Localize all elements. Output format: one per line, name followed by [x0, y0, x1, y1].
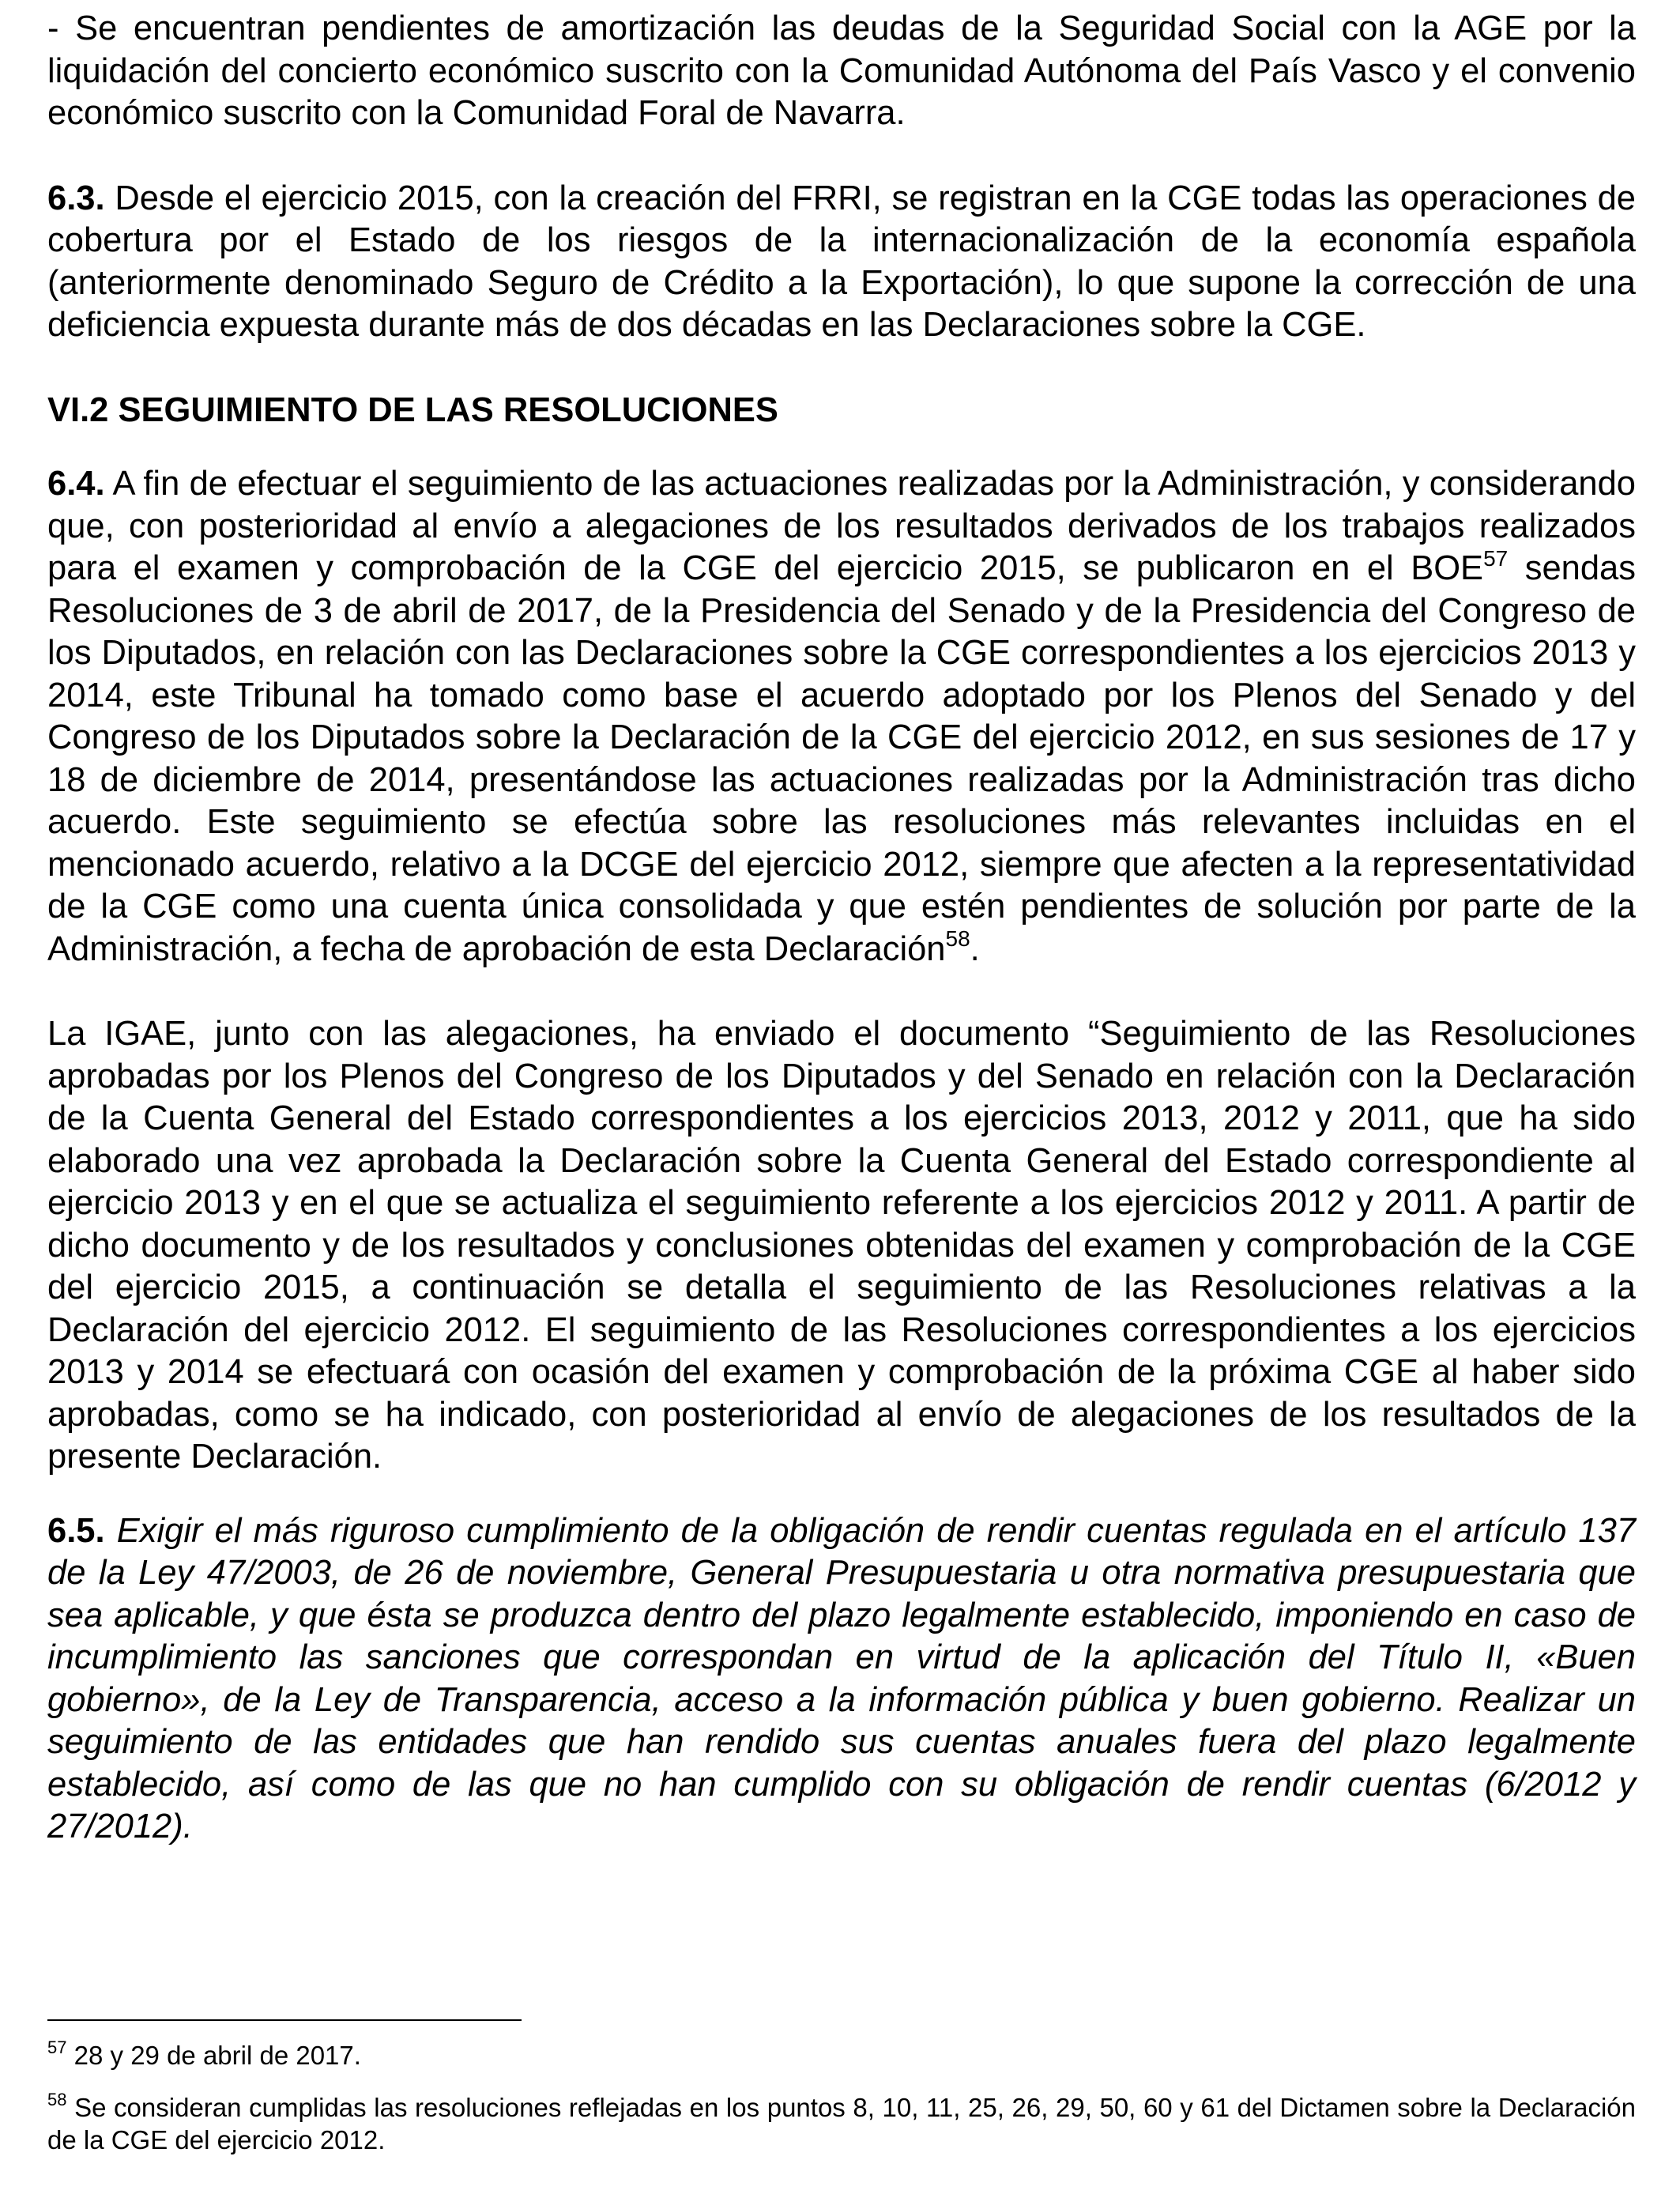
footnote-ref[interactable]: 57 [1483, 545, 1509, 571]
paragraph-text: Exigir el más riguroso cumplimiento de la obligación de rendir cuentas regulada en el artículo 137 de la Ley 47/2003, de 26 de noviembre, General Presupuestaria u otra normativa presupuestaria que sea aplicable, y que ésta se produzca dentro del plazo legalmente establecido, imponiendo en caso de incumplimiento las sanciones que correspondan en virtud de la aplicación del Título II, «Buen gobierno», de la Ley de Transparencia, acceso a la información pública y buen gobierno. Realizar un seguimiento de las entidades que han rendido sus cuentas anuales fuera del plazo legalmente establecido, así como de las que no han cumplido con su obligación de rendir cuentas (6/2012 y 27/2012). [47, 1511, 1636, 1845]
paragraph-number: 6.5. [47, 1511, 105, 1550]
paragraph-6-3 [47, 178, 1636, 347]
section-heading: VI.2 SEGUIMIENTO DE LAS RESOLUCIONES [47, 390, 778, 429]
footnote-58 [47, 2091, 1636, 2156]
igae-paragraph: La IGAE, junto con las alegaciones, ha enviado el documento “Seguimiento de las Resoluciones aprobadas por los Plenos del Congreso de los Diputados y del Senado en relación con la Declaración de la Cuenta General del Estado correspondientes a los ejercicios 2013, 2012 y 2011, que ha sido elaborado una vez aprobada la Declaración sobre la Cuenta General del Estado correspondiente al ejercicio 2013 y en el que se actualiza el seguimiento referente a los ejercicios 2012 y 2011. A partir de dicho documento y de los resultados y conclusiones obtenidas del examen y comprobación de la CGE del ejercicio 2015, a continuación se detalla el seguimiento de las Resoluciones relativas a la Declaración del ejercicio 2012. El seguimiento de las Resoluciones correspondientes a los ejercicios 2013 y 2014 se efectuará con ocasión del examen y comprobación de la próxima CGE al haber sido aprobadas, como se ha indicado, con posterioridad al envío de alegaciones de los resultados de la presente Declaración. [47, 1015, 1636, 1476]
footnote-marker: 57 [47, 2038, 67, 2057]
paragraph-text: sendas Resoluciones de 3 de abril de 2017, de la Presidencia del Senado y de la Presidencia del Congreso de los Diputados, en relación con las Declaraciones sobre la CGE correspondientes a los ejercicios 2013 y 2014, este Tribunal ha tomado como base el acuerdo adoptado por los Plenos del Senado y del Congreso de los Diputados sobre la Declaración de la CGE del ejercicio 2012, en sus sesiones de 17 y 18 de diciembre de 2014, presentándose las actuaciones realizadas por la Administración tras dicho acuerdo. Este seguimiento se efectúa sobre las resoluciones más relevantes incluidas en el mencionado acuerdo, relativo a la DCGE del ejercicio 2012, siempre que afecten a la representatividad de la CGE como una cuenta única consolidada y que estén pendientes de solución por parte de la Administración, a fecha de aprobación de esta Declaración [47, 549, 1636, 968]
footnote-57 [47, 2039, 1636, 2071]
paragraph-number: 6.4. [47, 465, 105, 503]
paragraph-text: A fin de efectuar el seguimiento de las actuaciones realizadas por la Administración, y considerando que, con posterioridad al envío a alegaciones de los resultados derivados de los trabajos realizados para el examen y comprobación de la CGE del ejercicio 2015, se publicaron en el BOE [47, 465, 1636, 587]
intro-paragraph: - Se encuentran pendientes de amortización las deudas de la Seguridad Social con la AGE por la liquidación del concierto económico suscrito con la Comunidad Autónoma del País Vasco y el convenio económico suscrito con la Comunidad Foral de Navarra. [47, 9, 1636, 132]
footnote-text: 28 y 29 de abril de 2017. [66, 2041, 361, 2070]
paragraph-6-4 [47, 463, 1636, 971]
footnote-text: Se consideran cumplidas las resoluciones reflejadas en los puntos 8, 10, 11, 25, 26, 29, 50, 60 y 61 del Dictamen sobre la Declaración de la CGE del ejercicio 2012. [47, 2093, 1636, 2154]
document-body [47, 8, 1636, 1849]
paragraph-number: 6.3. [47, 179, 105, 217]
footnote-separator [47, 2019, 522, 2021]
paragraph-text: . [970, 929, 980, 968]
footnotes [47, 2039, 1636, 2156]
paragraph-6-5 [47, 1510, 1636, 1849]
footnote-ref[interactable]: 58 [945, 926, 970, 951]
footnote-marker: 58 [47, 2090, 67, 2109]
paragraph-text: Desde el ejercicio 2015, con la creación del FRRI, se registran en la CGE todas las operaciones de cobertura por el Estado de los riesgos de la internacionalización de la economía española (anteriormente denominado Seguro de Crédito a la Exportación), lo que supone la corrección de una deficiencia expuesta durante más de dos décadas en las Declaraciones sobre la CGE. [47, 179, 1636, 344]
